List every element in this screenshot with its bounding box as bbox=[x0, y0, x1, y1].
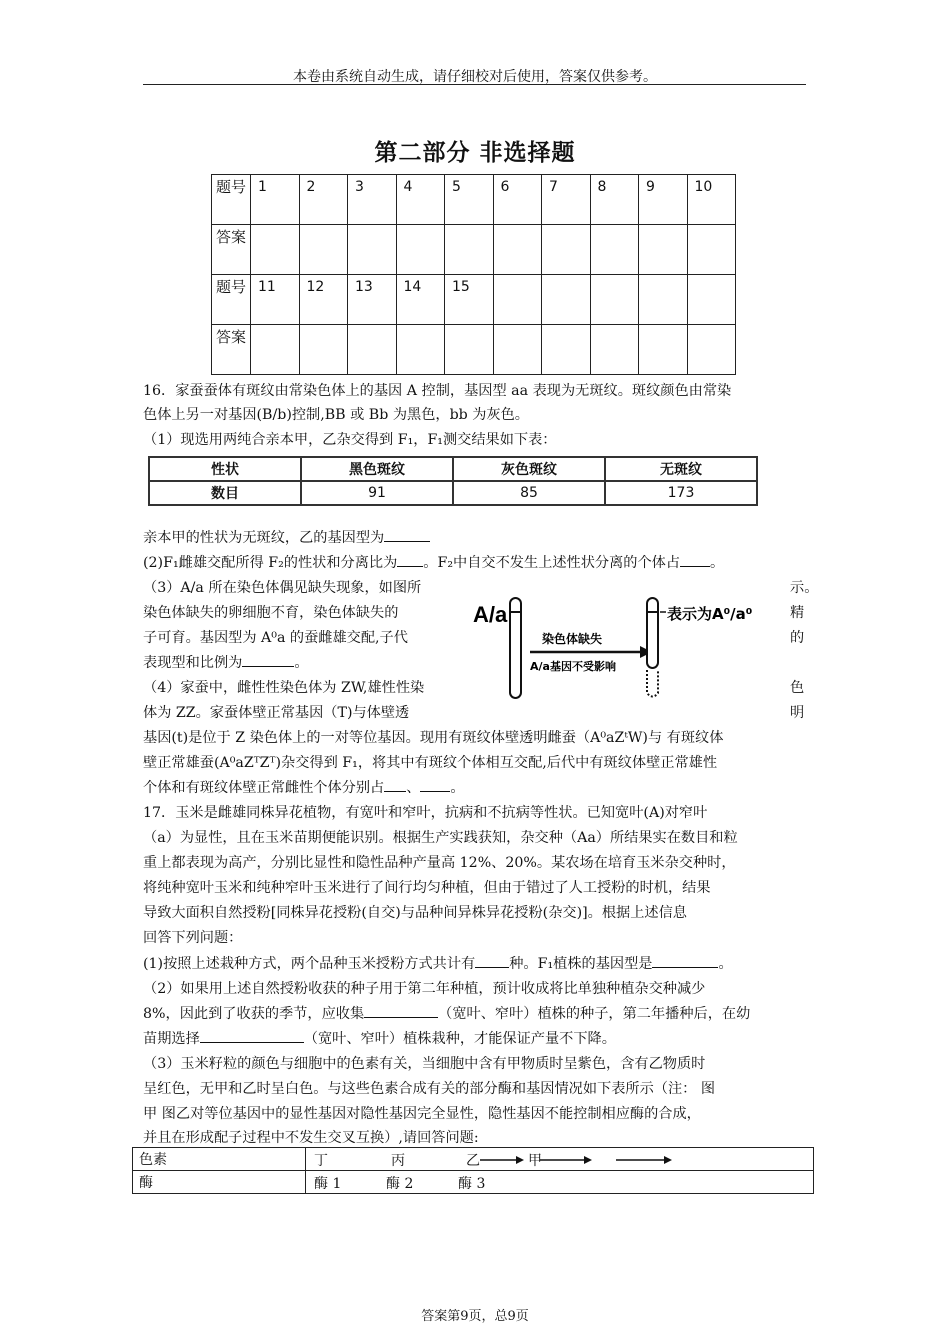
q17-line-3: 重上都表现为高产，分别比显性和隐性品种产量高 12%、20%。某农场在培育玉米杂交种时， bbox=[143, 855, 736, 871]
arrow-top-label: 染色体缺失 bbox=[542, 632, 603, 646]
answer-cell[interactable] bbox=[639, 225, 688, 275]
count-value: 91 bbox=[301, 481, 453, 505]
q16-part2-text-b: 。F₂中自交不发生上述性状分离的个体占 bbox=[423, 555, 681, 571]
q16-part4-line-3: 基因(t)是位于 Z 染色体上的一对等位基因。现用有斑纹体壁透明雌蚕（A⁰aZᵗW)与 有斑纹体 bbox=[143, 730, 724, 746]
deleted-chromosome bbox=[647, 598, 658, 668]
count-value: 85 bbox=[453, 481, 605, 505]
answer-cell[interactable] bbox=[251, 225, 300, 275]
q16-part2 bbox=[143, 551, 808, 576]
trait-header: 灰色斑纹 bbox=[453, 457, 605, 481]
q16-part1-text: 亲本甲的性状为无斑纹，乙的基因型为 bbox=[143, 530, 385, 546]
q16-part4-line-4: 壁正常雄蚕(A⁰aZᵀZᵀ)杂交得到 F₁，将其中有斑纹个体相互交配,后代中有斑纹体壁正常雄性 bbox=[143, 755, 718, 771]
q17-part3-line-1: （3）玉米籽粒的颜色与细胞中的色素有关，当细胞中含有甲物质时呈紫色，含有乙物质时 bbox=[143, 1056, 706, 1072]
arrow-head bbox=[664, 1156, 672, 1164]
q16-intro-line-1: 16．家蚕蚕体有斑纹由常染色体上的基因 A 控制，基因型 aa 表现为无斑纹。斑纹颜色由常染 bbox=[143, 383, 732, 399]
question-number: 7 bbox=[542, 175, 591, 225]
q16-part1: （1）现选用两纯合亲本甲，乙杂交得到 F₁，F₁测交结果如下表： bbox=[143, 432, 557, 448]
pigment-ding: 丁 bbox=[314, 1153, 328, 1169]
answer-cell[interactable] bbox=[348, 225, 397, 275]
question-number-row-2 bbox=[212, 275, 736, 325]
answer-cell[interactable] bbox=[445, 225, 494, 275]
diagram-left-label: A/a bbox=[473, 602, 508, 627]
answer-cell[interactable] bbox=[590, 225, 639, 275]
answer-cell[interactable] bbox=[590, 325, 639, 375]
answer-cell[interactable] bbox=[348, 325, 397, 375]
question-number bbox=[687, 275, 736, 325]
q16-part2-text-c: 。 bbox=[710, 555, 725, 571]
question-number bbox=[590, 275, 639, 325]
q17-part1 bbox=[143, 952, 808, 977]
question-number: 2 bbox=[299, 175, 348, 225]
q17-part2-text-d: （宽叶、窄叶）植株栽种，才能保证产量不下降。 bbox=[303, 1031, 616, 1047]
pigment-jia: 甲 bbox=[528, 1153, 542, 1169]
wrapped-word: 精 bbox=[790, 605, 805, 621]
q17-part3-line-2: 呈红色，无甲和乙时呈白色。与这些色素合成有关的部分酶和基因情况如下表所示（注： 图 bbox=[143, 1081, 716, 1097]
q17-line-5: 导致大面积自然授粉[同株异花授粉(自交)与品种间异株异花授粉(杂交)]。根据上述信息 bbox=[143, 905, 687, 921]
q16-part3-line-3: 子可育。基因型为 A⁰a 的蚕雌雄交配,子代 bbox=[143, 630, 408, 646]
question-number bbox=[639, 275, 688, 325]
answer-blank[interactable] bbox=[384, 527, 430, 542]
q17-part2-line-1: （2）如果用上述自然授粉收获的种子用于第二年种植，预计收成将比单独种植杂交种减少 bbox=[143, 981, 706, 997]
answer-cell[interactable] bbox=[251, 325, 300, 375]
chromosome-deletion-diagram bbox=[470, 588, 780, 703]
enzyme-2: 酶 2 bbox=[386, 1176, 414, 1192]
q17-line-4: 将纯种宽叶玉米和纯种窄叶玉米进行了间行均匀种植，但由于错过了人工授粉的时机，结果 bbox=[143, 880, 711, 896]
answer-blank[interactable] bbox=[397, 552, 423, 567]
question-number: 5 bbox=[445, 175, 494, 225]
question-number: 13 bbox=[348, 275, 397, 325]
answer-blank[interactable] bbox=[242, 652, 294, 667]
section-title: 第二部分 非选择题 bbox=[374, 140, 576, 166]
arrow-head bbox=[584, 1156, 592, 1164]
answer-blank[interactable] bbox=[364, 1003, 438, 1018]
answer-label: 答案 bbox=[212, 225, 251, 275]
arrow-head bbox=[516, 1156, 524, 1164]
pigment-enzyme-table bbox=[132, 1147, 814, 1194]
answer-row-2 bbox=[212, 325, 736, 375]
answer-blank[interactable] bbox=[680, 552, 710, 567]
question-number: 4 bbox=[396, 175, 445, 225]
q17-line-1: 17．玉米是雌雄同株异花植物，有宽叶和窄叶，抗病和不抗病等性状。已知宽叶(A)对窄叶 bbox=[143, 805, 708, 821]
q17-part1-text-b: 种。F₁植株的基因型是 bbox=[509, 956, 653, 972]
pigment-pathway bbox=[306, 1148, 814, 1171]
q16-part4-line-1: （4）家蚕中，雌性性染色体为 ZW,雄性性染 bbox=[143, 680, 425, 696]
q16-part3-line-4 bbox=[143, 651, 473, 676]
question-number: 3 bbox=[348, 175, 397, 225]
testcross-result-table bbox=[148, 456, 758, 506]
q17-part1-text-a: (1)按照上述栽种方式，两个品种玉米授粉方式共计有 bbox=[143, 956, 476, 972]
q16-part3-text: 表现型和比例为 bbox=[143, 655, 243, 671]
answer-cell[interactable] bbox=[396, 225, 445, 275]
q17-part1-end: 。 bbox=[718, 956, 733, 972]
q16-part2-text-a: (2)F₁雌雄交配所得 F₂的性状和分离比为 bbox=[143, 555, 398, 571]
answer-cell[interactable] bbox=[687, 225, 736, 275]
wrapped-word: 示。 bbox=[790, 580, 819, 596]
diagram-right-label: 表示为A⁰/a⁰ bbox=[667, 605, 753, 623]
trait-header: 无斑纹 bbox=[605, 457, 757, 481]
question-number: 12 bbox=[299, 275, 348, 325]
question-number bbox=[493, 275, 542, 325]
wrapped-word: 的 bbox=[790, 630, 805, 646]
q17-part2-line-2 bbox=[143, 1002, 808, 1027]
arrow-bottom-label: A/a基因不受影响 bbox=[530, 660, 616, 673]
question-label: 题号 bbox=[212, 275, 251, 325]
answer-blank[interactable] bbox=[652, 953, 718, 968]
answer-blank[interactable] bbox=[420, 777, 450, 792]
question-number: 8 bbox=[590, 175, 639, 225]
answer-cell[interactable] bbox=[542, 325, 591, 375]
answer-cell[interactable] bbox=[299, 325, 348, 375]
question-number: 14 bbox=[396, 275, 445, 325]
trait-label: 性状 bbox=[149, 457, 301, 481]
question-number: 15 bbox=[445, 275, 494, 325]
answer-blank[interactable] bbox=[200, 1028, 304, 1043]
q16-part3-line-2: 染色体缺失的卵细胞不育，染色体缺失的 bbox=[143, 605, 399, 621]
q17-part2-line-3 bbox=[143, 1027, 808, 1052]
header-rule bbox=[143, 84, 806, 85]
q16-intro-line-2: 色体上另一对基因(B/b)控制,BB 或 Bb 为黑色，bb 为灰色。 bbox=[143, 407, 529, 423]
q17-part2-text-b: （宽叶、窄叶）植株的种子，第二年播种后，在幼 bbox=[438, 1006, 751, 1022]
answer-row-1 bbox=[212, 225, 736, 275]
q16-part3-end: 。 bbox=[294, 655, 309, 671]
trait-header: 黑色斑纹 bbox=[301, 457, 453, 481]
pigment-label: 色素 bbox=[133, 1148, 306, 1171]
page-footer: 答案第9页，总9页 bbox=[421, 1309, 529, 1324]
answer-cell[interactable] bbox=[299, 225, 348, 275]
answer-table bbox=[211, 174, 736, 375]
q16-part4-text: 个体和有斑纹体壁正常雌性个体分别占 bbox=[143, 780, 385, 796]
q17-line-2: （a）为显性，且在玉米苗期便能识别。根据生产实践获知，杂交种（Aa）所结果实在数目和粒 bbox=[143, 830, 738, 846]
question-number bbox=[542, 275, 591, 325]
answer-cell[interactable] bbox=[396, 325, 445, 375]
q16-part4-sep: 、 bbox=[406, 780, 421, 796]
q16-part4-line-2: 体为 ZZ。家蚕体壁正常基因（T)与体壁透 bbox=[143, 705, 410, 721]
missing-segment bbox=[647, 670, 658, 697]
question-number: 6 bbox=[493, 175, 542, 225]
question-number: 10 bbox=[687, 175, 736, 225]
enzyme-1: 酶 1 bbox=[314, 1176, 342, 1192]
answer-cell[interactable] bbox=[687, 325, 736, 375]
pigment-bing: 丙 bbox=[391, 1153, 405, 1169]
answer-blank[interactable] bbox=[384, 777, 406, 792]
answer-cell[interactable] bbox=[493, 325, 542, 375]
q17-line-6: 回答下列问题： bbox=[143, 930, 243, 946]
enzyme-row bbox=[306, 1171, 814, 1194]
question-number: 1 bbox=[251, 175, 300, 225]
pathway-arrows bbox=[476, 1152, 676, 1168]
answer-cell[interactable] bbox=[493, 225, 542, 275]
answer-blank[interactable] bbox=[475, 953, 509, 968]
question-number-row-1 bbox=[212, 175, 736, 225]
answer-label: 答案 bbox=[212, 325, 251, 375]
count-label: 数目 bbox=[149, 481, 301, 505]
count-value: 173 bbox=[605, 481, 757, 505]
enzyme-3: 酶 3 bbox=[458, 1176, 486, 1192]
q17-part2-text-a: 8%，因此到了收获的季节，应收集 bbox=[143, 1006, 365, 1022]
wrapped-word: 明 bbox=[790, 705, 805, 721]
q17-part3-line-4: 并且在形成配子过程中不发生交叉互换）,请回答问题: bbox=[143, 1130, 479, 1146]
pigment-yi: 乙 bbox=[466, 1153, 480, 1169]
answer-cell[interactable] bbox=[542, 225, 591, 275]
q17-part2-text-c: 苗期选择 bbox=[143, 1031, 200, 1047]
q17-part3-line-3: 甲 图乙对等位基因中的显性基因对隐性基因完全显性，隐性基因不能控制相应酶的合成， bbox=[143, 1106, 701, 1122]
q16-part3-line-1: （3）A/a 所在染色体偶见缺失现象，如图所 bbox=[143, 580, 422, 596]
q16-part1-question bbox=[143, 526, 808, 551]
answer-cell[interactable] bbox=[445, 325, 494, 375]
q16-part4-end: 。 bbox=[450, 780, 465, 796]
page-header: 本卷由系统自动生成，请仔细校对后使用，答案仅供参考。 bbox=[293, 69, 657, 85]
enzyme-label: 酶 bbox=[133, 1171, 306, 1194]
question-number: 11 bbox=[251, 275, 300, 325]
q16-part4-line-5 bbox=[143, 776, 808, 801]
question-number: 9 bbox=[639, 175, 688, 225]
answer-cell[interactable] bbox=[639, 325, 688, 375]
question-label: 题号 bbox=[212, 175, 251, 225]
wrapped-word: 色 bbox=[790, 680, 805, 696]
